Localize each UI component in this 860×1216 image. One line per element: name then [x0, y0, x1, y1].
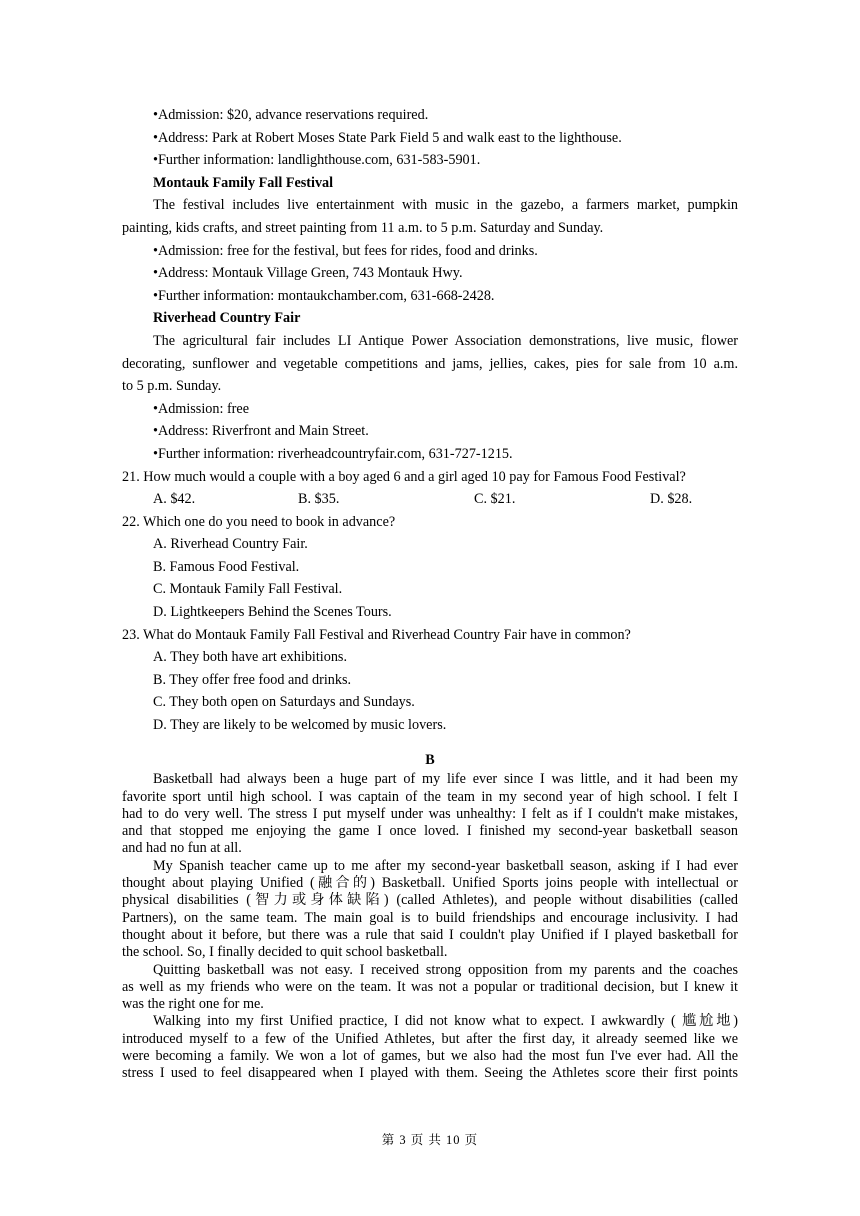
admission-line: •Admission: $20, advance reservations required.	[153, 107, 429, 123]
option-d: D. Lightkeepers Behind the Scenes Tours.	[153, 604, 392, 621]
option-b: B. They offer free food and drinks.	[153, 671, 352, 688]
info-line: •Further information: landlighthouse.com, 631-583-5901.	[153, 152, 481, 169]
montauk-address: •Address: Montauk Village Green, 743 Montauk Hwy.	[153, 265, 463, 282]
text-line: were becoming a family. We won a lot of games, but we also had the most fun I've ever had. All the	[122, 1048, 738, 1065]
riverhead-info: •Further information: riverheadcountryfair.com, 631-727-1215.	[153, 445, 513, 462]
riverhead-desc-line: to 5 p.m. Sunday.	[122, 378, 222, 395]
option-d: D. $28.	[650, 491, 693, 508]
text-line: thought about it before, but there was a rule that said I couldn't play Unified if I played basketball for	[122, 926, 738, 943]
paragraph-4-cont	[122, 1031, 738, 1083]
text-line: My Spanish teacher came up to me after my second-year basketball season, asking if I had ever	[153, 857, 738, 874]
paragraph-4	[122, 1013, 738, 1030]
text-line: Quitting basketball was not easy. I received strong opposition from my parents and the coaches	[153, 961, 738, 978]
montauk-admission: •Admission: free for the festival, but fees for rides, food and drinks.	[153, 242, 538, 259]
question-21-stem: 21. How much would a couple with a boy aged 6 and a girl aged 10 pay for Famous Food Festival?	[122, 468, 686, 485]
option-a: A. They both have art exhibitions.	[153, 649, 347, 666]
riverhead-desc-line: decorating, sunflower and vegetable competitions and jams, jellies, cakes, pies for sale from 10 a.m.	[122, 355, 738, 372]
paragraph-2-cont	[122, 875, 738, 961]
paragraph-2	[122, 858, 738, 875]
text-line: and that stopped me enjoying the game I once loved. I finished my second-year basketball season	[122, 823, 738, 840]
option-c: C. They both open on Saturdays and Sundays.	[153, 694, 415, 711]
riverhead-address: •Address: Riverfront and Main Street.	[153, 423, 369, 440]
address-line: •Address: Park at Robert Moses State Park Field 5 and walk east to the lighthouse.	[153, 129, 622, 146]
text-line: physical disabilities (智力或身体缺陷) (called Athletes), and people without disabilities (called	[122, 892, 738, 909]
text-line: Walking into my first Unified practice, I did not know what to expect. I awkwardly ( 尴尬地)	[153, 1013, 738, 1030]
paragraph-1	[122, 771, 738, 788]
option-b: B. $35.	[298, 491, 340, 508]
text-line: thought about playing Unified (融合的) Basketball. Unified Sports joins people with intellectual or	[122, 875, 738, 892]
text-line: introduced myself to a few of the Unified Athletes, but after the first day, it already seemed like we	[122, 1030, 738, 1047]
text-line: had to do very well. The stress I put myself under was unhealthy: I felt as if I couldn't make mistakes,	[122, 805, 738, 822]
passage-b	[122, 752, 738, 1083]
text-line: and had no fun at all.	[122, 840, 242, 857]
riverhead-title: Riverhead Country Fair	[153, 310, 301, 327]
text-line: favorite sport until high school. I was captain of the team in my second year of high school. I felt I	[122, 788, 738, 805]
montauk-info: •Further information: montaukchamber.com, 631-668-2428.	[153, 287, 495, 304]
page-number: 第 3 页 共 10 页	[381, 1133, 479, 1147]
text-line: Basketball had always been a huge part of my life ever since I was little, and it had been my	[153, 771, 738, 788]
paragraph-3-cont	[122, 979, 738, 1014]
riverhead-admission: •Admission: free	[153, 400, 249, 417]
option-b: B. Famous Food Festival.	[153, 558, 300, 575]
montauk-title: Montauk Family Fall Festival	[153, 174, 334, 191]
option-d: D. They are likely to be welcomed by music lovers.	[153, 717, 447, 734]
option-c: C. $21.	[474, 491, 516, 508]
question-22-stem: 22. Which one do you need to book in advance?	[122, 513, 396, 530]
text-line: was the right one for me.	[122, 996, 264, 1013]
section-heading: B	[425, 752, 435, 768]
option-c: C. Montauk Family Fall Festival.	[153, 581, 343, 598]
question-21-options	[122, 488, 738, 511]
text-line: as well as my friends who were on the team. It was not a popular or traditional decision, but I knew it	[122, 978, 738, 995]
text-line: Partners), on the same team. The main goal is to build friendships and encourage inclusivity. I had	[122, 909, 738, 926]
montauk-desc-line: painting, kids crafts, and street painting from 11 a.m. to 5 p.m. Saturday and Sunday.	[122, 219, 604, 236]
paragraph-3	[122, 962, 738, 979]
riverhead-desc-line: The agricultural fair includes LI Antique Power Association demonstrations, live music, flower	[153, 332, 738, 349]
passage-a-tail	[122, 104, 738, 737]
question-23-stem: 23. What do Montauk Family Fall Festival and Riverhead Country Fair have in common?	[122, 626, 631, 643]
option-a: A. $42.	[153, 491, 196, 508]
text-line: the school. So, I finally decided to quit school basketball.	[122, 944, 448, 961]
paragraph-1-cont	[122, 789, 738, 858]
text-line: stress I used to feel disappeared when I played with them. Seeing the Athletes score their first points	[122, 1065, 738, 1082]
montauk-desc-line: The festival includes live entertainment with music in the gazebo, a farmers market, pumpkin	[153, 197, 738, 214]
option-a: A. Riverhead Country Fair.	[153, 536, 308, 553]
